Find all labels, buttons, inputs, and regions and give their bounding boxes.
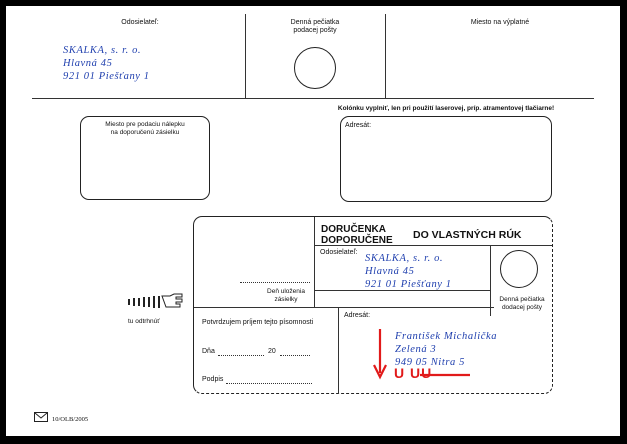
slip-sender-label: Odosielateľ:: [320, 249, 358, 256]
signature-label: Podpis: [202, 376, 224, 383]
slip-addressee-label: Adresát:: [344, 312, 371, 319]
addressee-box: [340, 116, 552, 202]
slip-divider-v3: [338, 308, 339, 394]
day-line: [218, 355, 264, 356]
day-label: Dňa: [202, 348, 215, 355]
slip-divider-v2: [490, 246, 491, 316]
slip-addressee-address: František Michalička Zelená 3 949 05 Nitra 5: [395, 331, 498, 368]
payment-place-label: Miesto na výplatné: [470, 19, 530, 26]
stored-date-line: [240, 282, 310, 283]
sender-address: SKALKA, s. r. o. Hlavná 45 921 01 Piešťany 1: [63, 45, 150, 82]
header-divider-2: [385, 14, 386, 98]
slip-personal: DO VLASTNÝCH RÚK: [413, 229, 522, 241]
post-logo-icon: [34, 412, 48, 422]
handwritten-mark: U UU: [394, 365, 433, 381]
addressee-label: Adresát:: [345, 122, 372, 129]
slip-stamp-circle: [500, 250, 538, 288]
year-label: 20: [268, 348, 276, 355]
tear-label: tu odtrhnúť: [128, 318, 160, 325]
header-divider-1: [245, 14, 246, 98]
stored-label: Deň uloženia zásielky: [267, 288, 305, 303]
slip-stamp-label: Denná pečiatka dodacej pošty: [499, 296, 545, 311]
fill-note: Kolónku vyplniť, len pri použití laserovej, príp. atramentovej tlačiarne!: [337, 105, 555, 112]
slip-title: DORUČENKA DOPORUČENE: [321, 224, 393, 246]
confirm-text: Potvrdzujem príjem tejto písomnosti: [202, 319, 314, 326]
signature-line: [226, 383, 312, 384]
stamp-circle: [294, 47, 336, 89]
header-bottom-line: [32, 98, 594, 99]
stamp-label: Denná pečiatka podacej pošty: [290, 19, 340, 34]
sender-label: Odosielateľ:: [121, 19, 159, 26]
form-code: 10/OLB/2005: [52, 416, 89, 423]
sticker-box: Miesto pre podaciu nálepku na doporučenú zásielku: [80, 116, 210, 200]
slip-sender-address: SKALKA, s. r. o. Hlavná 45 921 01 Piešťany 1: [365, 253, 452, 290]
slip-divider-h1: [194, 307, 494, 308]
year-line: [280, 355, 310, 356]
pointing-hand-icon: [128, 293, 188, 311]
